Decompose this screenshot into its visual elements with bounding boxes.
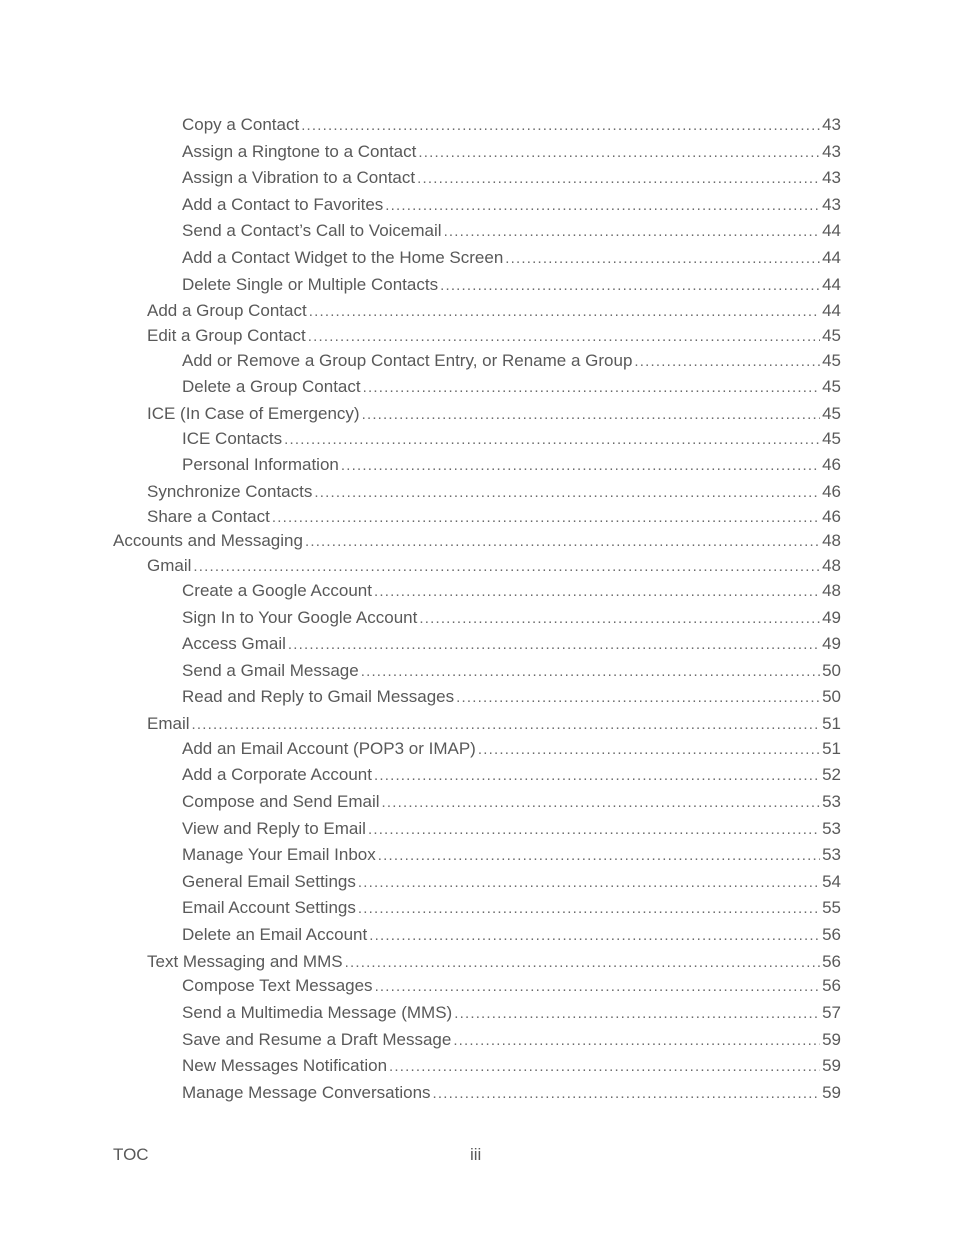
dot-leader (382, 793, 821, 813)
toc-entry-page-number: 46 (822, 455, 841, 474)
toc-entry-title: View and Reply to Email (182, 819, 366, 838)
toc-entry[interactable] (182, 871, 841, 893)
toc-entry[interactable] (182, 607, 841, 629)
toc-entry-page-number: 56 (822, 925, 841, 944)
dot-leader (272, 508, 820, 528)
toc-entry-page-number: 45 (822, 351, 841, 370)
toc-entry[interactable] (182, 454, 841, 476)
dot-leader (634, 352, 820, 372)
dot-leader (288, 635, 820, 655)
toc-entry-page-number: 45 (822, 429, 841, 448)
dot-leader (369, 926, 820, 946)
toc-entry[interactable] (182, 660, 841, 682)
toc-entry-page-number: 56 (822, 952, 841, 971)
toc-entry-page-number: 48 (822, 531, 841, 550)
toc-entry-title: Manage Message Conversations (182, 1083, 431, 1102)
toc-entry-page-number: 53 (822, 792, 841, 811)
toc-entry[interactable] (182, 114, 841, 136)
toc-entry[interactable] (182, 924, 841, 946)
toc-entry-title: Read and Reply to Gmail Messages (182, 687, 455, 706)
toc-entry[interactable] (182, 897, 841, 919)
toc-entry-page-number: 59 (822, 1083, 841, 1102)
toc-entry-title: Copy a Contact (182, 115, 300, 134)
toc-entry-page-number: 48 (822, 581, 841, 600)
toc-entry-page-number: 45 (822, 326, 841, 345)
toc-entry-title: Compose Text Messages (182, 976, 373, 995)
toc-entry[interactable] (182, 1002, 841, 1024)
toc-entry[interactable] (182, 764, 841, 786)
toc-entry-page-number: 57 (822, 1003, 841, 1022)
toc-entry[interactable] (182, 1029, 841, 1051)
dot-leader (361, 662, 820, 682)
toc-entry-page-number: 50 (822, 661, 841, 680)
toc-entry-title: Edit a Group Contact (147, 326, 306, 345)
dot-leader (419, 609, 820, 629)
dot-leader (193, 557, 820, 577)
toc-entry[interactable] (182, 791, 841, 813)
toc-entry-title: Add a Group Contact (147, 301, 307, 320)
dot-leader (308, 327, 820, 347)
toc-entry[interactable] (182, 247, 841, 269)
dot-leader (440, 276, 820, 296)
dot-leader (456, 688, 820, 708)
toc-entry-page-number: 53 (822, 845, 841, 864)
dot-leader (478, 740, 820, 760)
toc-entry-page-number: 44 (822, 301, 841, 320)
toc-entry-title: Sign In to Your Google Account (182, 608, 418, 627)
toc-entry-page-number: 48 (822, 556, 841, 575)
toc-entry[interactable] (182, 686, 841, 708)
dot-leader (314, 483, 820, 503)
toc-entry[interactable] (182, 738, 841, 760)
toc-entry-title: Assign a Ringtone to a Contact (182, 142, 417, 161)
toc-entry[interactable] (182, 633, 841, 655)
toc-entry-title: Personal Information (182, 455, 339, 474)
toc-entry-title: Send a Multimedia Message (MMS) (182, 1003, 453, 1022)
toc-entry[interactable] (147, 300, 841, 322)
dot-leader (284, 430, 820, 450)
dot-leader (358, 873, 820, 893)
toc-entry-page-number: 46 (822, 482, 841, 501)
toc-entry-title: Save and Resume a Draft Message (182, 1030, 452, 1049)
toc-entry-title: Email Account Settings (182, 898, 356, 917)
toc-entry[interactable] (182, 220, 841, 242)
toc-entry-page-number: 53 (822, 819, 841, 838)
toc-entry-page-number: 55 (822, 898, 841, 917)
toc-entry-title: Add an Email Account (POP3 or IMAP) (182, 739, 476, 758)
toc-entry-title: Share a Contact (147, 507, 270, 526)
toc-entry-title: Access Gmail (182, 634, 286, 653)
dot-leader (505, 249, 820, 269)
dot-leader (362, 405, 821, 425)
toc-entry-title: Add or Remove a Group Contact Entry, or Rename a Group (182, 351, 633, 370)
dot-leader (301, 116, 820, 136)
toc-entry-page-number: 51 (822, 739, 841, 758)
toc-entry[interactable] (182, 350, 841, 372)
dot-leader (454, 1004, 820, 1024)
toc-entry-title: Add a Corporate Account (182, 765, 372, 784)
dot-leader (417, 169, 820, 189)
toc-entry[interactable] (182, 844, 841, 866)
toc-entry-page-number: 59 (822, 1056, 841, 1075)
toc-entry-page-number: 56 (822, 976, 841, 995)
toc-entry-title: Compose and Send Email (182, 792, 380, 811)
toc-entry[interactable] (182, 975, 841, 997)
dot-leader (309, 302, 820, 322)
toc-entry[interactable] (147, 403, 841, 425)
toc-entry-title: Email (147, 714, 190, 733)
toc-entry-title: General Email Settings (182, 872, 356, 891)
dot-leader (192, 715, 821, 735)
toc-entry-title: Gmail (147, 556, 192, 575)
toc-entry[interactable] (147, 481, 841, 503)
toc-entry-page-number: 52 (822, 765, 841, 784)
toc-entry-page-number: 44 (822, 248, 841, 267)
toc-entry-title: Add a Contact Widget to the Home Screen (182, 248, 504, 267)
toc-entry-title: Text Messaging and MMS (147, 952, 343, 971)
toc-entry-page-number: 46 (822, 507, 841, 526)
toc-entry[interactable] (182, 428, 841, 450)
toc-entry[interactable] (147, 506, 841, 528)
toc-entry-page-number: 45 (822, 377, 841, 396)
toc-entry-page-number: 43 (822, 195, 841, 214)
toc-entry-page-number: 43 (822, 168, 841, 187)
toc-entry-page-number: 49 (822, 634, 841, 653)
toc-entry[interactable] (182, 1082, 841, 1104)
dot-leader (433, 1084, 821, 1104)
toc-entry[interactable] (147, 325, 841, 347)
dot-leader (385, 196, 820, 216)
toc-entry-title: Assign a Vibration to a Contact (182, 168, 416, 187)
toc-entry-page-number: 44 (822, 221, 841, 240)
toc-entry-title: Add a Contact to Favorites (182, 195, 384, 214)
toc-entry-title: Create a Google Account (182, 581, 372, 600)
toc-entry-page-number: 59 (822, 1030, 841, 1049)
toc-entry-title: Delete an Email Account (182, 925, 368, 944)
toc-entry-page-number: 49 (822, 608, 841, 627)
dot-leader (444, 222, 821, 242)
dot-leader (374, 582, 820, 602)
toc-entry[interactable] (182, 818, 841, 840)
toc-entry-title: New Messages Notification (182, 1056, 388, 1075)
dot-leader (374, 766, 820, 786)
toc-entry-title: Synchronize Contacts (147, 482, 313, 501)
dot-leader (363, 378, 820, 398)
toc-entry[interactable] (182, 167, 841, 189)
dot-leader (368, 820, 820, 840)
dot-leader (341, 456, 820, 476)
toc-entry[interactable] (182, 194, 841, 216)
dot-leader (305, 532, 820, 552)
dot-leader (453, 1031, 820, 1051)
toc-entry[interactable] (147, 713, 841, 735)
toc-entry-title: Accounts and Messaging (113, 531, 303, 550)
dot-leader (418, 143, 820, 163)
toc-entry[interactable] (182, 274, 841, 296)
dot-leader (345, 953, 820, 973)
dot-leader (389, 1057, 820, 1077)
toc-entry-title: Delete Single or Multiple Contacts (182, 275, 439, 294)
toc-entry-page-number: 54 (822, 872, 841, 891)
toc-entry-page-number: 50 (822, 687, 841, 706)
footer-section-label: TOC (113, 1145, 149, 1164)
toc-entry[interactable] (113, 530, 841, 552)
dot-leader (375, 977, 821, 997)
toc-entry-title: Delete a Group Contact (182, 377, 361, 396)
footer-page-number: iii (470, 1145, 482, 1164)
toc-entry-title: ICE (In Case of Emergency) (147, 404, 360, 423)
toc-entry-page-number: 43 (822, 142, 841, 161)
toc-entry[interactable] (147, 555, 841, 577)
toc-entry-title: Manage Your Email Inbox (182, 845, 376, 864)
toc-entry[interactable] (182, 580, 841, 602)
toc-entry[interactable] (182, 141, 841, 163)
toc-entry-title: ICE Contacts (182, 429, 283, 448)
toc-entry-page-number: 43 (822, 115, 841, 134)
toc-entry[interactable] (182, 376, 841, 398)
toc-entry-title: Send a Gmail Message (182, 661, 359, 680)
toc-entry-page-number: 51 (822, 714, 841, 733)
toc-entry[interactable] (147, 951, 841, 973)
dot-leader (378, 846, 820, 866)
toc-entry-page-number: 44 (822, 275, 841, 294)
toc-entry-page-number: 45 (822, 404, 841, 423)
dot-leader (358, 899, 820, 919)
toc-entry[interactable] (182, 1055, 841, 1077)
toc-entry-title: Send a Contact’s Call to Voicemail (182, 221, 442, 240)
